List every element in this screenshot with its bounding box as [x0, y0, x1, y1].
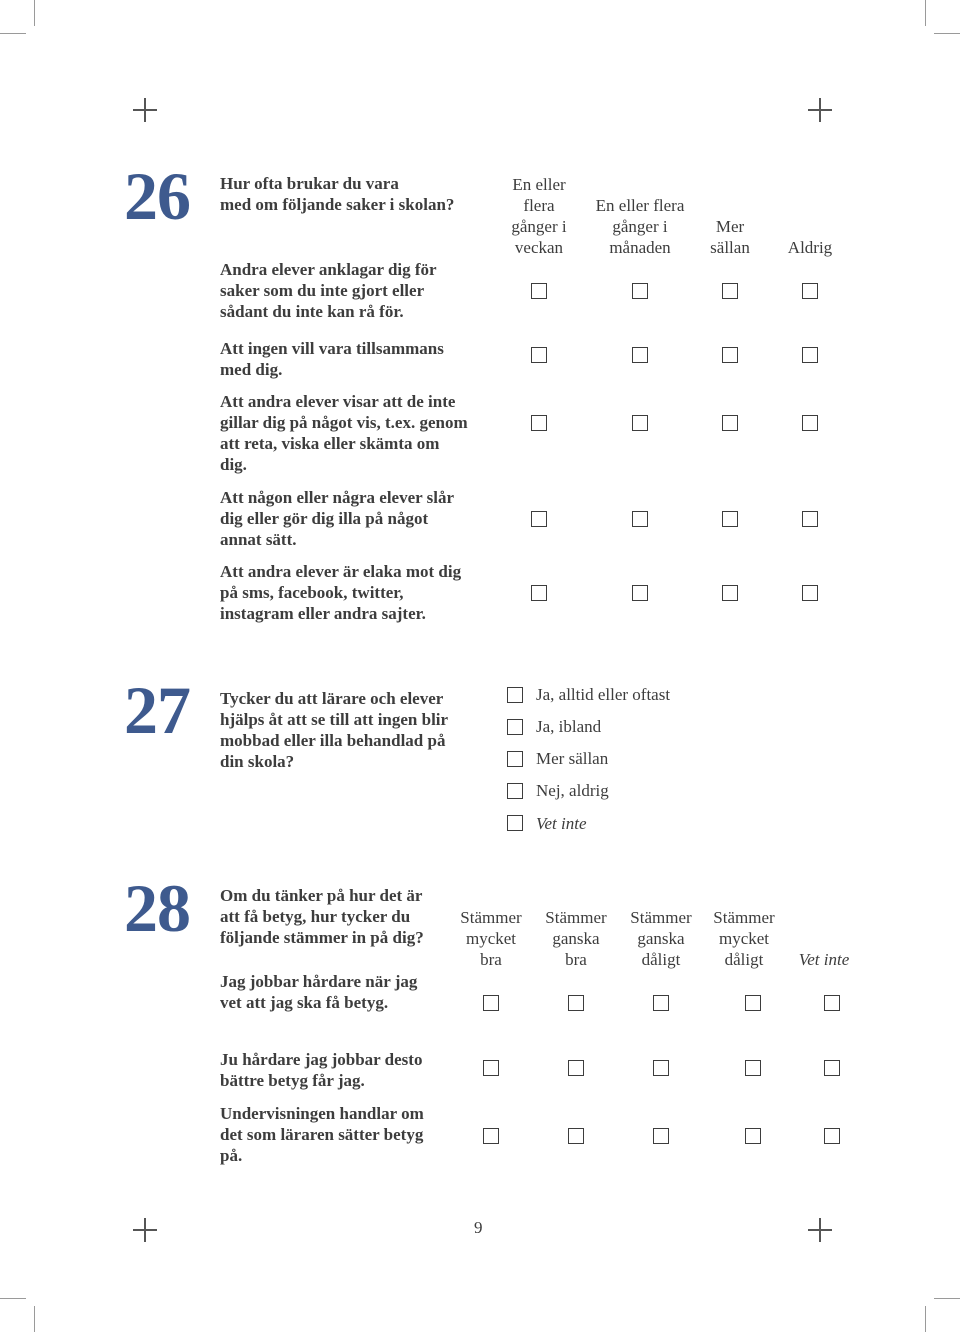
q28-item-3-label: Undervisningen handlar om det som läraren sätter betyg på.	[220, 1104, 424, 1165]
q26-item-1-checkbox-never[interactable]	[802, 283, 818, 299]
q26-item-2-checkbox-weekly[interactable]	[531, 347, 547, 363]
q26-item-2-label: Att ingen vill vara tillsammans med dig.	[220, 339, 444, 379]
registration-mark-bottom-right	[808, 1218, 832, 1242]
q26-item-3-checkbox-weekly[interactable]	[531, 415, 547, 431]
q28-column-header-very-poorly: Stämmer mycket dåligt	[713, 908, 775, 969]
q28-item-3-checkbox-dont-know[interactable]	[824, 1128, 840, 1144]
q28-item-2-label: Ju hårdare jag jobbar desto bättre betyg får jag.	[220, 1050, 423, 1090]
q28-item-3-checkbox-fairly-well[interactable]	[568, 1128, 584, 1144]
q26-item-4-checkbox-weekly[interactable]	[531, 511, 547, 527]
q26-item-3-label: Att andra elever visar att de inte gillar dig på något vis, t.ex. genom att reta, viska eller skämta om dig.	[220, 392, 468, 474]
q28-item-1-checkbox-very-well[interactable]	[483, 995, 499, 1011]
q26-item-2-checkbox-never[interactable]	[802, 347, 818, 363]
q26-item-1-checkbox-rarely[interactable]	[722, 283, 738, 299]
q26-item-4-checkbox-never[interactable]	[802, 511, 818, 527]
registration-mark-top-left	[133, 98, 157, 122]
q26-column-header-never: Aldrig	[787, 238, 833, 257]
question-26-text: Hur ofta brukar du vara med om följande saker i skolan?	[220, 174, 455, 214]
q26-item-2-checkbox-rarely[interactable]	[722, 347, 738, 363]
q26-item-1-checkbox-monthly[interactable]	[632, 283, 648, 299]
question-number-28: 28	[124, 870, 190, 946]
q26-column-header-monthly: En eller flera gånger i månaden	[595, 196, 685, 257]
q28-item-2-checkbox-fairly-well[interactable]	[568, 1060, 584, 1076]
q26-item-5-checkbox-rarely[interactable]	[722, 585, 738, 601]
q27-option-1-checkbox[interactable]	[507, 687, 523, 703]
crop-mark-bottom-left-h	[0, 1298, 26, 1299]
q28-item-3-checkbox-very-well[interactable]	[483, 1128, 499, 1144]
registration-mark-top-right	[808, 98, 832, 122]
q26-column-header-weekly: En eller flera gånger i veckan	[511, 175, 567, 257]
q28-item-3-checkbox-fairly-poorly[interactable]	[653, 1128, 669, 1144]
q27-option-3-label: Mer sällan	[536, 749, 609, 768]
q28-column-header-fairly-poorly: Stämmer ganska dåligt	[630, 908, 692, 969]
q26-item-3-checkbox-monthly[interactable]	[632, 415, 648, 431]
q28-column-header-very-well: Stämmer mycket bra	[460, 908, 522, 969]
q28-column-header-fairly-well: Stämmer ganska bra	[545, 908, 607, 969]
q26-item-1-checkbox-weekly[interactable]	[531, 283, 547, 299]
q26-item-4-checkbox-monthly[interactable]	[632, 511, 648, 527]
q28-item-1-label: Jag jobbar hårdare när jag vet att jag ska få betyg.	[220, 972, 418, 1012]
q28-item-2-checkbox-very-well[interactable]	[483, 1060, 499, 1076]
crop-mark-bottom-right-h	[934, 1298, 960, 1299]
crop-mark-top-right-h	[934, 33, 960, 34]
q27-option-2-label: Ja, ibland	[536, 717, 602, 736]
question-28-text: Om du tänker på hur det är att få betyg, hur tycker du följande stämmer in på dig?	[220, 886, 424, 947]
crop-mark-top-left	[34, 0, 35, 26]
crop-mark-top-right	[925, 0, 926, 26]
q28-item-2-checkbox-very-poorly[interactable]	[745, 1060, 761, 1076]
q26-item-5-checkbox-never[interactable]	[802, 585, 818, 601]
question-number-27: 27	[124, 672, 190, 748]
q28-item-1-checkbox-fairly-well[interactable]	[568, 995, 584, 1011]
crop-mark-bottom-left	[34, 1306, 35, 1332]
crop-mark-top-left-h	[0, 33, 26, 34]
q26-item-5-checkbox-monthly[interactable]	[632, 585, 648, 601]
q28-item-3-checkbox-very-poorly[interactable]	[745, 1128, 761, 1144]
q28-item-1-checkbox-very-poorly[interactable]	[745, 995, 761, 1011]
q26-item-2-checkbox-monthly[interactable]	[632, 347, 648, 363]
q27-option-5-checkbox[interactable]	[507, 815, 523, 831]
crop-mark-bottom-right	[925, 1306, 926, 1332]
q28-item-1-checkbox-dont-know[interactable]	[824, 995, 840, 1011]
question-number-26: 26	[124, 158, 190, 234]
q26-item-4-label: Att någon eller några elever slår dig eller gör dig illa på något annat sätt.	[220, 488, 455, 549]
q26-item-3-checkbox-rarely[interactable]	[722, 415, 738, 431]
registration-mark-bottom-left	[133, 1218, 157, 1242]
q28-item-2-checkbox-dont-know[interactable]	[824, 1060, 840, 1076]
q28-column-header-dont-know: Vet inte	[798, 950, 850, 969]
q28-item-2-checkbox-fairly-poorly[interactable]	[653, 1060, 669, 1076]
q27-option-4-label: Nej, aldrig	[536, 781, 609, 800]
q26-item-1-label: Andra elever anklagar dig för saker som du inte gjort eller sådant du inte kan rå för.	[220, 260, 437, 321]
q27-option-1-label: Ja, alltid eller oftast	[536, 685, 671, 704]
q27-option-4-checkbox[interactable]	[507, 783, 523, 799]
q26-column-header-rarely: Mer sällan	[710, 217, 750, 257]
question-27-text: Tycker du att lärare och elever hjälps åt att se till att ingen blir mobbad eller illa behandlad på din skola?	[220, 689, 449, 771]
q27-option-5-label: Vet inte	[536, 814, 587, 833]
q27-option-2-checkbox[interactable]	[507, 719, 523, 735]
q26-item-5-checkbox-weekly[interactable]	[531, 585, 547, 601]
q27-option-3-checkbox[interactable]	[507, 751, 523, 767]
q28-item-1-checkbox-fairly-poorly[interactable]	[653, 995, 669, 1011]
page-number: 9	[474, 1218, 483, 1237]
q26-item-4-checkbox-rarely[interactable]	[722, 511, 738, 527]
q26-item-3-checkbox-never[interactable]	[802, 415, 818, 431]
q26-item-5-label: Att andra elever är elaka mot dig på sms, facebook, twitter, instagram eller andra sajter.	[220, 562, 462, 623]
